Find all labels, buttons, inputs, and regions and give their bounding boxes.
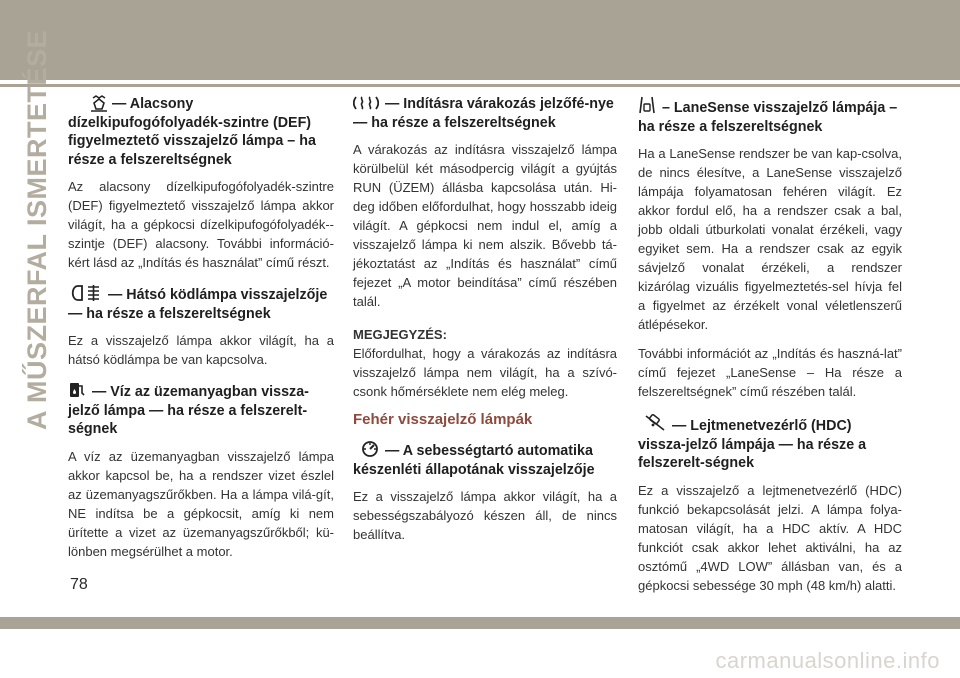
hdc-title [638, 413, 902, 473]
column-3 [638, 95, 902, 605]
water-in-fuel-icon [68, 381, 86, 399]
rear-fog-title [68, 284, 334, 323]
rear-fog-text: Ez a visszajelző lámpa akkor világít, ha a hátsó ködlámpa be van kapcsolva. [68, 333, 334, 367]
wait-to-start-title-text: — Indításra várakozás jelzőfé-nye — ha része a felszereltségnek [353, 96, 614, 131]
column-1 [68, 95, 334, 571]
note-text: Előfordulhat, hogy a várakozás az indításra visszajelző lámpa nem világít, ha a szívó-csonk hőmérséklete nem elég meleg. [353, 346, 617, 399]
wait-to-start-text: A várakozás az indításra visszajelző lámpa körülbelül két másodpercig világít a gyújtás RUN (ÜZEM) állásba kapcsolása után. Hi-deg időben előfordulhat, hogy hosszabb ideig világít. A gépkocsi nem indul el, amíg a visszajelző lámpa ki nem alszik. Bővebb tá-jékoztatást az „Indítás és használat” című fejezet „A motor beindítása” című részében talál. [353, 142, 617, 309]
lanesense-title [638, 95, 902, 136]
cruise-ready-title-text: — A sebességtartó automatika készenléti állapotának visszajelzője [353, 443, 595, 478]
hdc-title-text: — Lejtmenetvezérlő (HDC) vissza-jelző lámpája — ha része a felszerelt-ségnek [638, 418, 867, 471]
hill-descent-icon [644, 413, 666, 433]
def-warning-title: — Alacsony dízelkipufogófolyadék-szintre (DEF) figyelmeztető visszajelző lámpa – ha része a felszereltségnek [68, 96, 316, 168]
hdc-text: Ez a visszajelző a lejtmenetvezérlő (HDC) funkció bekapcsolását jelzi. A lámpa folya-matosan világít, ha a HDC aktív. A HDC funkciót csak akkor lehet aktiválni, ha az osztómű „4WD LOW” állásban van, és a gépkocsi sebessége 30 mph (48 km/h) alatti. [638, 482, 902, 593]
lanesense-icon [638, 95, 656, 115]
white-indicators-heading: Fehér visszajelző lámpák [353, 411, 533, 428]
wait-to-start-icon [353, 95, 379, 111]
top-divider-line [0, 84, 960, 87]
note-label: MEGJEGYZÉS: [353, 327, 447, 342]
water-in-fuel-title-text: — Víz az üzemanyagban vissza-jelző lámpa — ha része a felszerelt-ségnek [68, 384, 309, 437]
rear-fog-lamp-icon [68, 284, 102, 302]
cruise-ready-icon [361, 440, 379, 458]
rear-fog-title-text: — Hátsó ködlámpa visszajelzője — ha része a felszereltségnek [68, 287, 328, 322]
lanesense-text: Ha a LaneSense rendszer be van kap-csolva, de nincs élesítve, a LaneSense visszajelző lámpája folyamatosan fehéren világít. Ez akkor fordul elő, ha a rendszer csak a bal, jobb oldali útburkolati vonalat érzékeli, vagy egyiket sem. Ha a rendszer csak az egyik sávjelző vonalat érzékeli, a rendszer kizárólag vizuális figyelmeztetés-sel hívja fel a figyelmet az érzékelt vonal véletlenszerű átlépésekor. [638, 146, 902, 332]
watermark: carmanualsonline.info [715, 648, 940, 673]
lanesense-text-2: További információt az „Indítás és haszná-lat” című fejezet „LaneSense – Ha része a felszereltségnek” című részében talál. [638, 346, 902, 399]
wait-to-start-title [353, 95, 617, 132]
page-number: 78 [70, 576, 88, 593]
cruise-ready-text: Ez a visszajelző lámpa akkor világít, ha a sebességszabályozó készen áll, de nincs beállítva. [353, 489, 617, 542]
section-side-title: A MŰSZERFAL ISMERTETÉSE [22, 29, 52, 430]
cruise-ready-title [353, 440, 617, 479]
water-in-fuel-text: A víz az üzemanyagban visszajelző lámpa akkor kapcsol be, ha a rendszer vizet észlel az üzemanyagszűrőkben. Ha a lámpa vilá-gít, NE indítsa be a gépkocsit, amíg ki nem ürítette a vizet az üzemanyagszűrőkből; kü-lönben megsérülhet a motor. [68, 448, 334, 559]
column-2 [353, 95, 617, 554]
def-warning-text: Az alacsony dízelkipufogófolyadék-szintre (DEF) figyelmeztető visszajelző lámpa akkor világít, ha a gépkocsi dízelkipufogófolyadék--szintje (DEF) alacsony. További információ-kért lásd az „Indítás és használat” című részt. [68, 179, 334, 270]
water-in-fuel-title [68, 381, 334, 439]
lanesense-title-text: – LaneSense visszajelző lámpája – ha része a felszereltségnek [638, 100, 898, 135]
bottom-band [0, 617, 960, 629]
top-band [0, 0, 960, 80]
